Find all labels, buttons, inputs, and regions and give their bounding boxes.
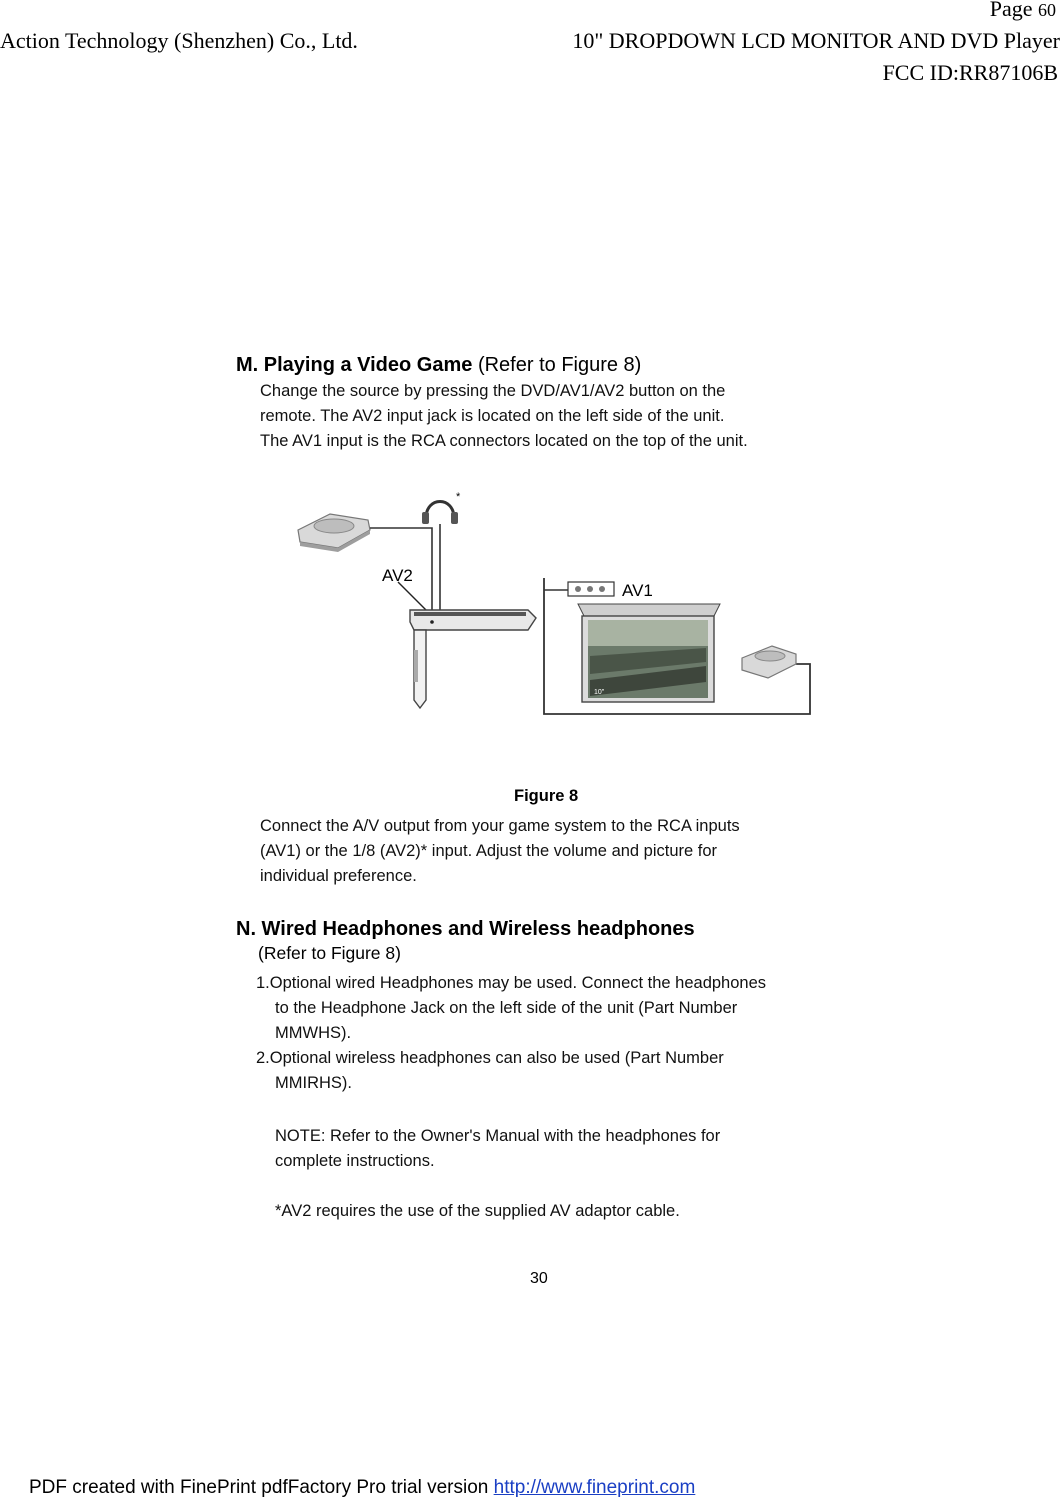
section-m-line: Change the source by pressing the DVD/AV1/AV2 button on the — [260, 382, 726, 400]
fineprint-link[interactable]: http://www.fineprint.com — [493, 1477, 696, 1498]
figure-caption: Figure 8 — [514, 787, 579, 805]
section-m-title: M. Playing a Video Game — [236, 354, 473, 376]
fcc-id: FCC ID:RR87106B — [882, 60, 1058, 85]
section-m-heading — [236, 354, 641, 377]
section-m-line: The AV1 input is the RCA connectors located on the top of the unit. — [260, 432, 748, 450]
page-number: 60 — [1038, 0, 1056, 20]
section-n-ref: (Refer to Figure 8) — [258, 943, 401, 963]
connect-line: Connect the A/V output from your game system to the RCA inputs — [260, 817, 740, 835]
manual-page-number: 30 — [530, 1270, 548, 1287]
av2-label: AV2 — [382, 566, 413, 585]
headphones-icon — [422, 491, 461, 524]
list-item-line: 1.Optional wired Headphones may be used. Connect the headphones — [256, 974, 767, 992]
section-n-title: N. Wired Headphones and Wireless headphones — [236, 918, 695, 940]
connect-line: (AV1) or the 1/8 (AV2)* input. Adjust the volume and picture for — [260, 842, 718, 860]
list-item — [256, 1046, 724, 1096]
list-item-line: to the Headphone Jack on the left side of the unit (Part Number — [275, 999, 738, 1017]
footer-text: PDF created with FinePrint pdfFactory Pro trial version — [29, 1477, 489, 1498]
section-m-ref: (Refer to Figure 8) — [477, 354, 642, 376]
list-item-line: MMIRHS). — [275, 1074, 352, 1092]
list-item — [256, 971, 766, 1046]
av1-label: AV1 — [622, 581, 653, 600]
list-item-line: 2.Optional wireless headphones can also be used (Part Number — [256, 1049, 724, 1067]
company-name: Action Technology (Shenzhen) Co., Ltd. — [0, 28, 358, 53]
game-console-right-icon — [742, 646, 796, 678]
page-label: Page — [989, 0, 1033, 21]
product-title: 10" DROPDOWN LCD MONITOR AND DVD Player — [572, 28, 1060, 53]
dropdown-monitor-front-icon — [578, 604, 720, 702]
page-indicator — [990, 0, 1056, 23]
section-m-line: remote. The AV2 input jack is located on the left side of the unit. — [260, 407, 725, 425]
svg-text:*: * — [456, 491, 461, 503]
game-console-left-icon — [298, 514, 370, 552]
pdf-footer — [29, 1477, 695, 1499]
figure-8-diagram — [290, 486, 820, 718]
dropdown-monitor-side-icon — [410, 610, 536, 708]
av2-adaptor-note: *AV2 requires the use of the supplied AV adaptor cable. — [275, 1202, 680, 1220]
rca-connectors-icon — [568, 582, 614, 596]
connect-paragraph — [260, 814, 740, 889]
connect-line: individual preference. — [260, 867, 417, 885]
screen-size-label: 10" — [594, 689, 605, 696]
note-line: NOTE: Refer to the Owner's Manual with the headphones for — [275, 1127, 721, 1145]
note-block — [275, 1124, 720, 1174]
section-m-body — [260, 379, 748, 454]
list-item-line: MMWHS). — [275, 1024, 352, 1042]
note-line: complete instructions. — [275, 1152, 435, 1170]
